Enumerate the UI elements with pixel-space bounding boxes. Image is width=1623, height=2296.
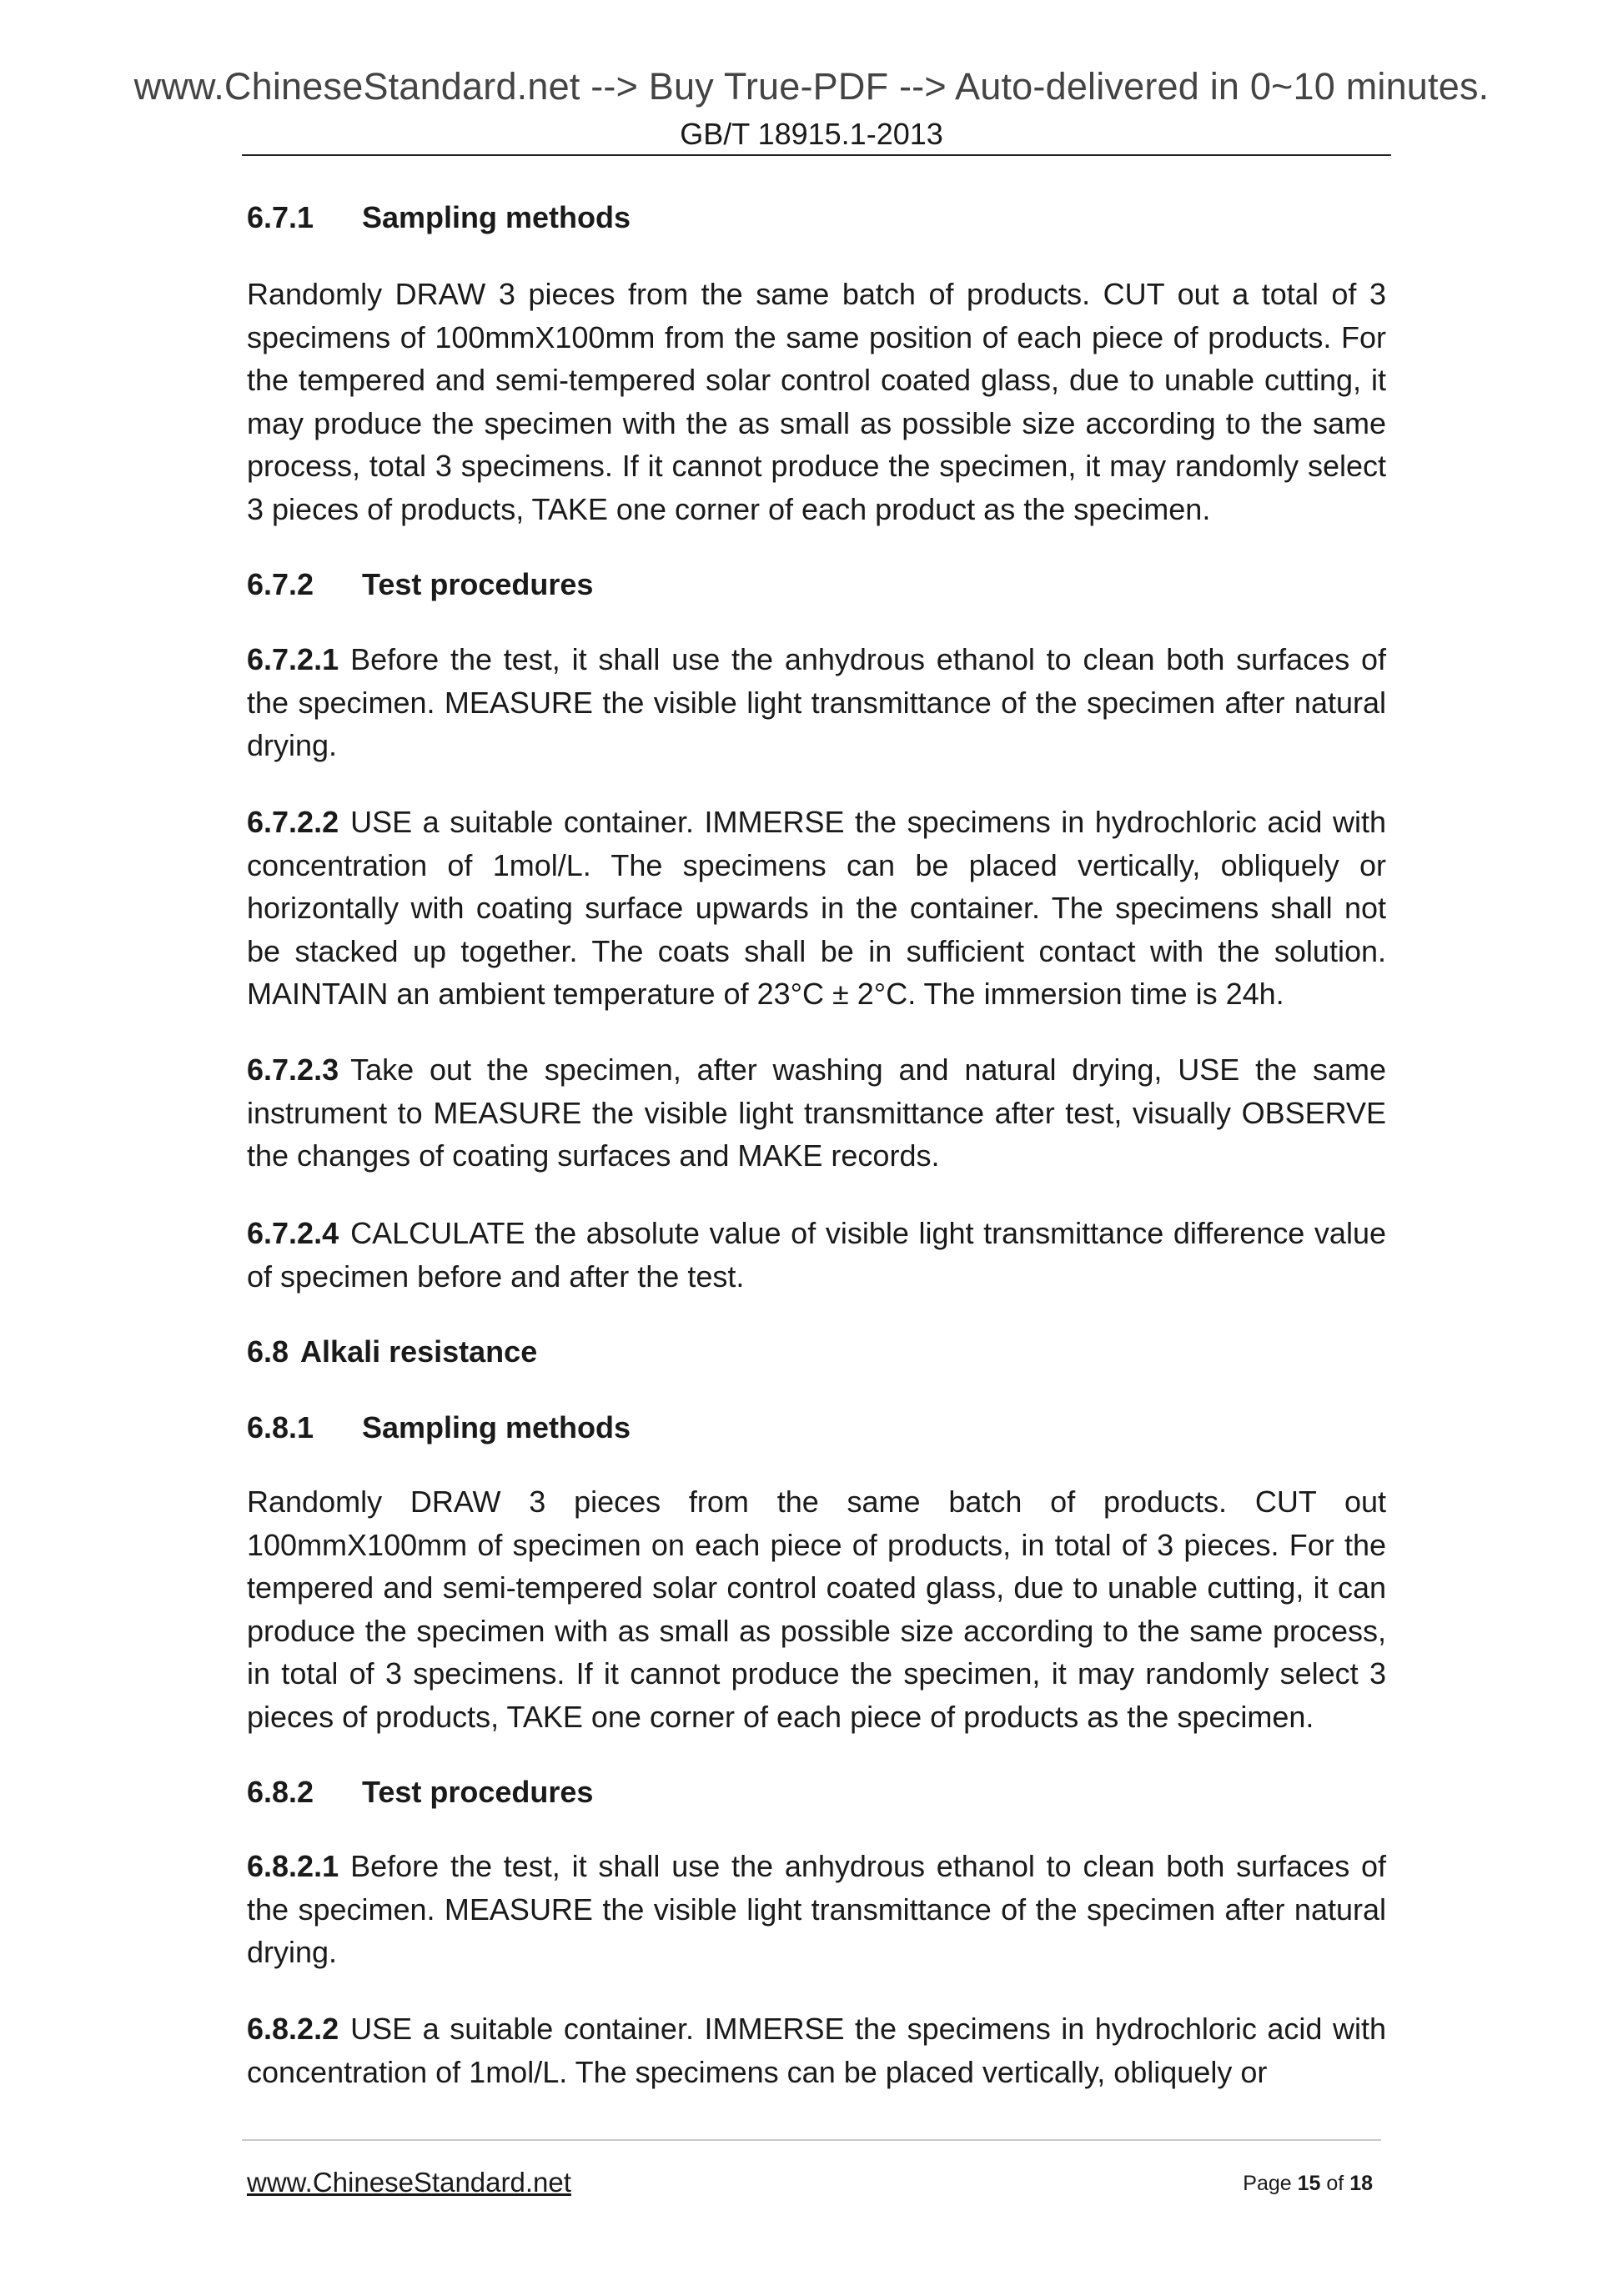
section-title: Test procedures bbox=[362, 567, 594, 601]
section-title: Sampling methods bbox=[362, 1410, 631, 1444]
clause-number: 6.7.2.3 bbox=[247, 1053, 339, 1087]
heading-6-7-1 bbox=[247, 200, 1386, 235]
section-title: Sampling methods bbox=[362, 200, 631, 234]
clause-number: 6.8.2.2 bbox=[247, 2012, 339, 2046]
paragraph-6-8-2-2 bbox=[247, 2007, 1386, 2093]
section-number: 6.7.1 bbox=[247, 200, 314, 234]
footer-website-link[interactable]: www.ChineseStandard.net bbox=[247, 2167, 571, 2198]
document-id: GB/T 18915.1-2013 bbox=[680, 117, 943, 151]
section-number: 6.7.2 bbox=[247, 567, 314, 601]
page-current: 15 bbox=[1297, 2172, 1321, 2195]
clause-number: 6.7.2.4 bbox=[247, 1216, 339, 1250]
heading-6-7-2 bbox=[247, 567, 1386, 602]
footer-rule bbox=[242, 2139, 1381, 2141]
page-word: Page bbox=[1243, 2172, 1292, 2195]
clause-text: CALCULATE the absolute value of visible light transmittance difference value of specimen before and after the test. bbox=[247, 1216, 1386, 1294]
clause-text: Before the test, it shall use the anhydrous ethanol to clean both surfaces of the specimen. MEASURE the visible light transmittance of the specimen after natural drying. bbox=[247, 642, 1386, 762]
page-of: of bbox=[1326, 2172, 1344, 2195]
clause-text: USE a suitable container. IMMERSE the specimens in hydrochloric acid with concentration of 1mol/L. The specimens can be placed vertically, obliquely or horizontally with coating surface upwards in the container. The specimens shall not be stacked up together. The coats shall be in sufficient contact with the solution. MAINTAIN an ambient temperature of 23°C ± 2°C. The immersion time is 24h. bbox=[247, 805, 1386, 1011]
paragraph-6-7-2-4 bbox=[247, 1212, 1386, 1298]
section-title: Test procedures bbox=[362, 1775, 594, 1809]
paragraph-6-7-2-1 bbox=[247, 638, 1386, 767]
paragraph-6-8-1: Randomly DRAW 3 pieces from the same batch of products. CUT out 100mmX100mm of specimen on each piece of products, in total of 3 pieces. For the tempered and semi-tempered solar control coated glass, due to unable cutting, it can produce the specimen with as small as possible size according to the same process, in total of 3 specimens. If it cannot produce the specimen, it may randomly select 3 pieces of products, TAKE one corner of each piece of products as the specimen. bbox=[247, 1485, 1386, 1734]
heading-6-8-2 bbox=[247, 1775, 1386, 1810]
clause-number: 6.8.2.1 bbox=[247, 1849, 339, 1883]
clause-text: USE a suitable container. IMMERSE the specimens in hydrochloric acid with concentration of 1mol/L. The specimens can be placed vertically, obliquely or bbox=[247, 2012, 1386, 2089]
clause-text: Take out the specimen, after washing and natural drying, USE the same instrument to MEASURE the visible light transmittance after test, visually OBSERVE the changes of coating surfaces and MAKE records. bbox=[247, 1053, 1386, 1173]
section-number: 6.8.1 bbox=[247, 1410, 314, 1444]
page-number bbox=[1243, 2172, 1373, 2196]
clause-number: 6.7.2.2 bbox=[247, 805, 339, 839]
page-total: 18 bbox=[1349, 2172, 1373, 2195]
heading-6-8-1 bbox=[247, 1410, 1386, 1445]
paragraph-6-7-2-3 bbox=[247, 1048, 1386, 1178]
clause-text: Before the test, it shall use the anhydrous ethanol to clean both surfaces of the specimen. MEASURE the visible light transmittance of the specimen after natural drying. bbox=[247, 1849, 1386, 1969]
paragraph-6-7-2-2 bbox=[247, 801, 1386, 1016]
paragraph-6-8-2-1 bbox=[247, 1845, 1386, 1974]
heading-6-8 bbox=[247, 1334, 1386, 1369]
section-number: 6.8.2 bbox=[247, 1775, 314, 1809]
download-banner: www.ChineseStandard.net --> Buy True-PDF --> Auto-delivered in 0~10 minutes. bbox=[133, 65, 1490, 108]
section-title: Alkali resistance bbox=[300, 1334, 538, 1369]
paragraph-6-7-1: Randomly DRAW 3 pieces from the same batch of products. CUT out a total of 3 specimens of 100mmX100mm from the same position of each piece of products. For the tempered and semi-tempered solar control coated glass, due to unable cutting, it may produce the specimen with the as small as possible size according to the same process, total 3 specimens. If it cannot produce the specimen, it may randomly select 3 pieces of products, TAKE one corner of each product as the specimen. bbox=[247, 277, 1386, 526]
header-rule bbox=[242, 154, 1391, 156]
clause-number: 6.7.2.1 bbox=[247, 642, 339, 676]
section-number: 6.8 bbox=[247, 1334, 289, 1369]
